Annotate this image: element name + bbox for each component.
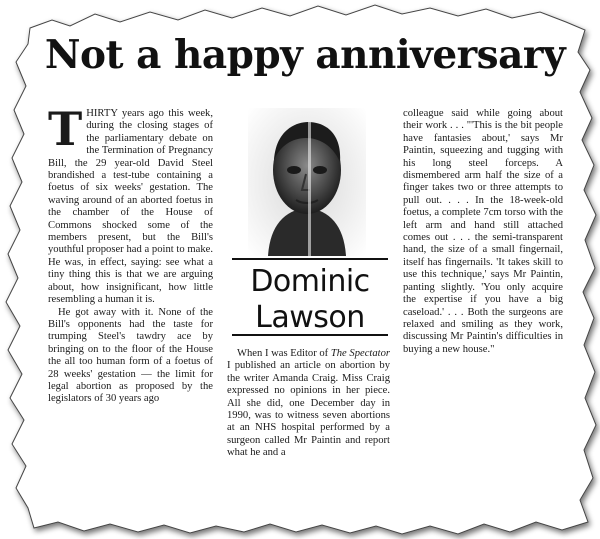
paragraph-text: I published an article on abortion by the writer Amanda Craig. Miss Craig expressed no opinions in her piece. All she did, one December day in 1990, was to witness seven abortions at an NHS hospital performed by a surgeon called Mr Paintin and report what he and a	[227, 360, 390, 459]
drop-cap: T	[48, 108, 83, 156]
author-photo	[248, 108, 366, 256]
paragraph-text: HIRTY years ago this week, during the closing stages of the parliamentary debate on the Termination of Pregnancy Bill, the 29 year-old David Steel brandished a test-tube containing a foetus of six weeks' gestation. The waving around of an aborted foetus in the chamber of the House of Commons shocked some of the members present, but the Bill's youthful proposer had a point to make. He was, in effect, saying: see what a tiny thing this is that we are arguing about, how insignificant, how little resembling a human it is.	[48, 108, 213, 306]
article-column-1	[48, 108, 213, 508]
author-byline	[232, 258, 388, 336]
paragraph: He got away with it. None of the Bill's opponents had the taste for trumping Steel's tawdry ace by bringing on to the floor of the House the all too human form of a foetus of 28 weeks' gestation — the limit for legal abortion as proposed by the legislators of 30 years ago	[48, 306, 213, 405]
author-last-name: Lawson	[255, 300, 365, 335]
portrait-image	[248, 108, 366, 256]
paragraph	[227, 348, 390, 460]
headline: Not a happy anniversary	[44, 32, 566, 78]
paragraph-text: When I was Editor of	[237, 348, 331, 359]
article-column-3	[403, 108, 563, 518]
paragraph: colleague said while going about their work . . . "'This is the bit people have fantasies about,' says Mr Paintin, squeezing and tugging with his long steel forceps. A dismembered arm half the size of a finger takes two or three attempts to pull out. . . . In the 18-week-old foetus, a complete 7cm torso with the left arm and hand still attached comes out . . . the semi-transparent hand, the size of a small fingernail, itself has fingernails. 'It takes skill to use this technique,' says Mr Paintin, panting slightly. 'You only acquire the expertise if you have a big caseload.' . . . Both the surgeons are relaxed and smiling as they work, discussing Mr Paintin's difficulties in buying a new house."	[403, 108, 563, 355]
article-column-2	[227, 348, 390, 508]
author-first-name: Dominic	[250, 264, 370, 299]
paragraph	[48, 108, 213, 307]
publication-title: The Spectator	[330, 348, 390, 359]
